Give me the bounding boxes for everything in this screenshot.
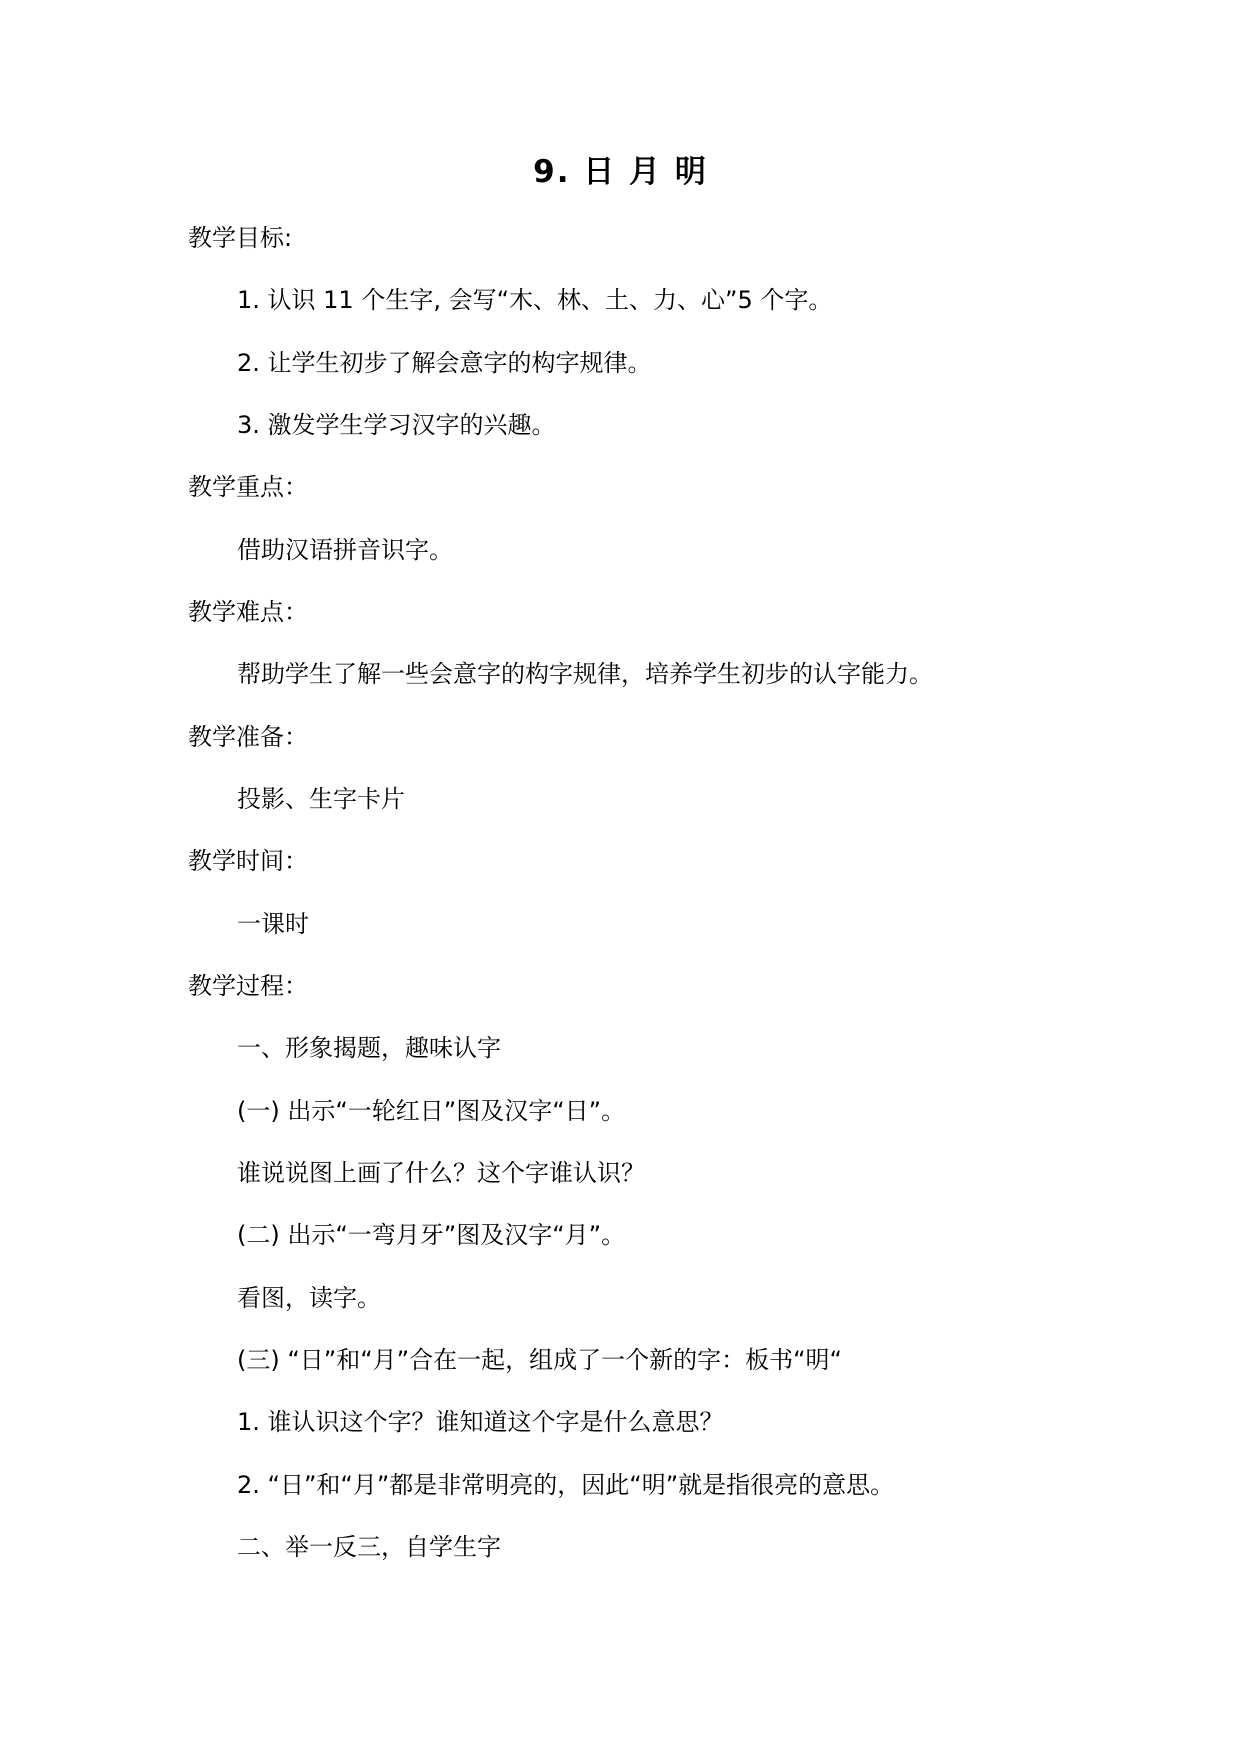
process-step-2: 二、举一反三，自学生字: [237, 1533, 501, 1561]
section-heading-preparation: 教学准备：: [188, 723, 308, 751]
process-substep-1: (一) 出示“一轮红日”图及汉字“日”。: [237, 1097, 626, 1125]
difficulties-text: 帮助学生了解一些会意字的构字规律，培养学生初步的认字能力。: [237, 660, 933, 688]
process-question-1: 谁说说图上画了什么？这个字谁认识？: [237, 1159, 645, 1187]
process-instruction-2: 看图，读字。: [237, 1284, 381, 1312]
document-title: 9. 日 月 明: [533, 154, 708, 190]
time-text: 一课时: [237, 910, 309, 938]
process-substep-2: (二) 出示“一弯月牙”图及汉字“月”。: [237, 1221, 626, 1249]
objective-item-3: 3. 激发学生学习汉字的兴趣。: [237, 411, 556, 439]
key-points-text: 借助汉语拼音识字。: [237, 536, 453, 564]
section-heading-objectives: 教学目标:: [188, 224, 293, 252]
section-heading-process: 教学过程：: [188, 972, 308, 1000]
process-step-1: 一、形象揭题，趣味认字: [237, 1034, 501, 1062]
preparation-text: 投影、生字卡片: [237, 785, 405, 813]
objective-item-1: 1. 认识 11 个生字, 会写“木、林、土、力、心”5 个字。: [237, 286, 833, 314]
section-heading-difficulties: 教学难点：: [188, 598, 308, 626]
objective-item-2: 2. 让学生初步了解会意字的构字规律。: [237, 349, 652, 377]
process-explanation-3b: 2. “日”和“月”都是非常明亮的，因此“明”就是指很亮的意思。: [237, 1471, 895, 1499]
section-heading-time: 教学时间：: [188, 847, 308, 875]
section-heading-key-points: 教学重点：: [188, 473, 308, 501]
process-question-3a: 1. 谁认识这个字？谁知道这个字是什么意思？: [237, 1408, 724, 1436]
process-substep-3: (三) “日”和“月”合在一起，组成了一个新的字：板书“明“: [237, 1346, 842, 1374]
